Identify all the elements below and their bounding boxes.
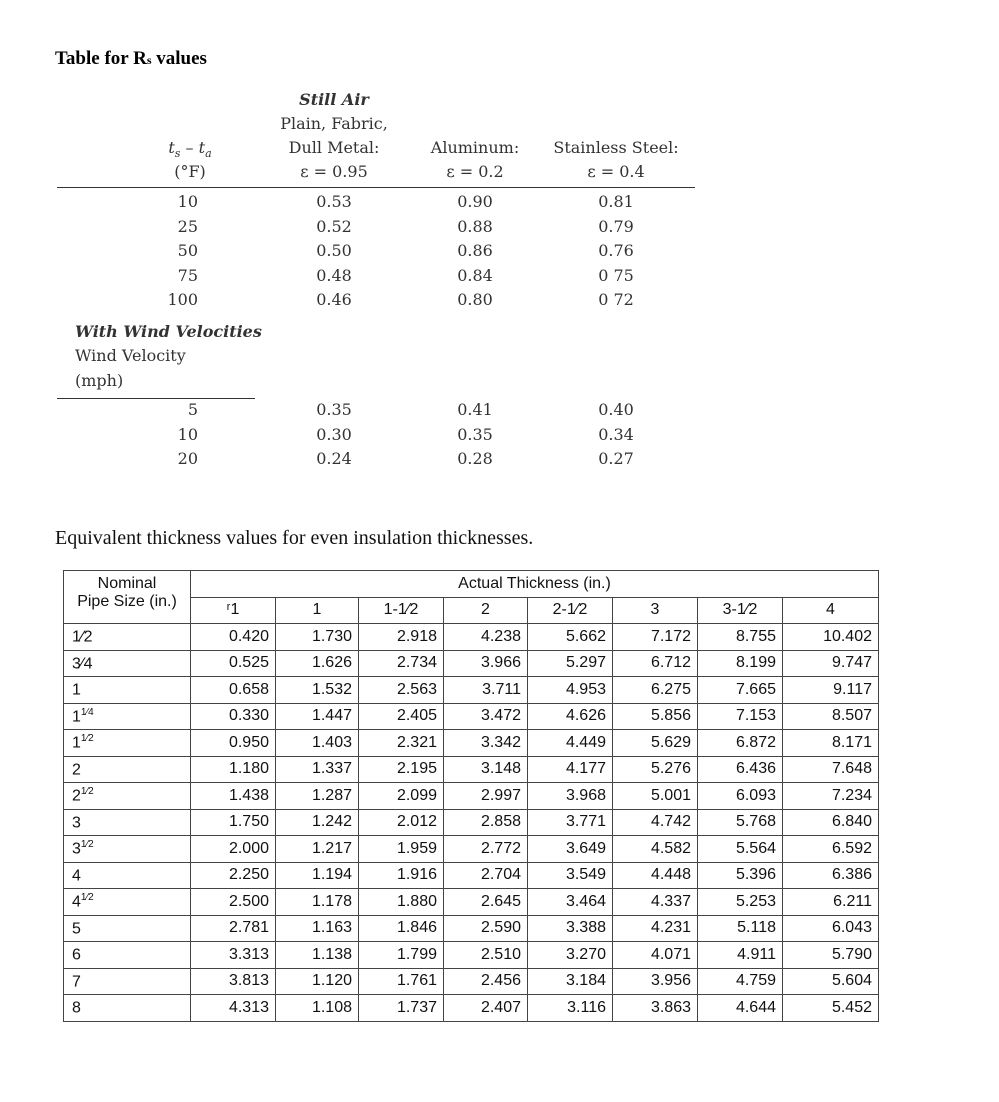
pipe-size-cell: 4 [64, 862, 191, 889]
thickness-value-cell: 5.768 [698, 809, 783, 836]
thickness-value-cell: 1.337 [276, 756, 359, 783]
thickness-value-cell: 9.117 [783, 677, 879, 704]
thickness-value-cell: 3.863 [613, 995, 698, 1022]
header-rule [57, 187, 695, 188]
still-air-cell-ss: 0.76 [598, 241, 634, 260]
thickness-value-cell: 6.043 [783, 915, 879, 942]
table-row [64, 889, 879, 916]
thickness-header-cell: 2 [444, 597, 528, 624]
aluminum-emissivity: ε = 0.2 [446, 162, 504, 181]
thickness-value-cell: 4.313 [191, 995, 276, 1022]
thickness-value-cell: 2.858 [444, 809, 528, 836]
thickness-value-cell: 7.153 [698, 703, 783, 730]
thickness-header-cell: 3 [613, 597, 698, 624]
thickness-value-cell: 1.217 [276, 836, 359, 863]
dull-metal-header-line1: Plain, Fabric, [280, 114, 388, 133]
table-row [64, 703, 879, 730]
pipe-size-cell: 3 [64, 809, 191, 836]
thickness-value-cell: 2.250 [191, 862, 276, 889]
thickness-value-cell: 4.231 [613, 915, 698, 942]
thickness-value-cell: 0.420 [191, 624, 276, 651]
dull-metal-emissivity: ε = 0.95 [300, 162, 368, 181]
still-air-cell-al: 0.88 [457, 216, 493, 236]
thickness-value-cell: 4.911 [698, 942, 783, 969]
thickness-value-cell: 2.321 [359, 730, 444, 757]
table-row [64, 677, 879, 704]
thickness-value-cell: 0.330 [191, 703, 276, 730]
thickness-value-cell: 3.956 [613, 968, 698, 995]
thickness-value-cell: 1.626 [276, 650, 359, 677]
table-row [64, 730, 879, 757]
wind-cell-al: 0.35 [457, 424, 493, 444]
thickness-value-cell: 1.138 [276, 942, 359, 969]
thickness-header-cell: 4 [783, 597, 879, 624]
still-air-cell-ss: 0 72 [598, 290, 634, 309]
thickness-value-cell: 1.120 [276, 968, 359, 995]
thickness-value-cell: 0.658 [191, 677, 276, 704]
thickness-value-cell: 6.872 [698, 730, 783, 757]
thickness-value-cell: 5.629 [613, 730, 698, 757]
thickness-value-cell: 10.402 [783, 624, 879, 651]
still-air-cell-al: 0.90 [457, 192, 493, 211]
wind-cell-v: 20 [177, 449, 198, 468]
thickness-value-cell: 4.177 [528, 756, 613, 783]
wind-cell-dull: 0.35 [316, 400, 352, 419]
thickness-value-cell: 1.438 [191, 783, 276, 810]
pipe-size-cell: 5 [64, 915, 191, 942]
thickness-value-cell: 1.761 [359, 968, 444, 995]
still-air-cell-al: 0.84 [457, 265, 493, 285]
thickness-value-cell: 3.116 [528, 995, 613, 1022]
thickness-value-cell: 3.966 [444, 650, 528, 677]
thickness-value-cell: 4.238 [444, 624, 528, 651]
thickness-value-cell: 5.856 [613, 703, 698, 730]
thickness-header-cell: 1-1⁄2 [359, 597, 444, 624]
table-row [64, 915, 879, 942]
pipe-size-cell: 6 [64, 942, 191, 969]
thickness-value-cell: 5.253 [698, 889, 783, 916]
still-air-cell-dull: 0.52 [316, 216, 352, 236]
thickness-value-cell: 4.759 [698, 968, 783, 995]
thickness-value-cell: 3.184 [528, 968, 613, 995]
thickness-value-cell: 6.712 [613, 650, 698, 677]
wind-cell-al: 0.28 [457, 449, 493, 468]
thickness-value-cell: 6.592 [783, 836, 879, 863]
thickness-value-cell: 2.918 [359, 624, 444, 651]
thickness-value-cell: 3.342 [444, 730, 528, 757]
thickness-header-cell: 1 [276, 597, 359, 624]
stainless-emissivity: ε = 0.4 [587, 162, 645, 181]
thickness-value-cell: 5.396 [698, 862, 783, 889]
thickness-value-cell: 4.953 [528, 677, 613, 704]
thickness-value-cell: 1.163 [276, 915, 359, 942]
table-row [64, 756, 879, 783]
still-air-cell-dull: 0.53 [316, 192, 352, 211]
wind-velocity-label: Wind Velocity [75, 346, 186, 365]
thickness-value-cell: 1.532 [276, 677, 359, 704]
table-row [64, 836, 879, 863]
thickness-value-cell: 5.118 [698, 915, 783, 942]
thickness-value-cell: 1.737 [359, 995, 444, 1022]
still-air-cell-dull: 0.46 [316, 290, 352, 309]
thickness-value-cell: 4.071 [613, 942, 698, 969]
pipe-size-cell: $4^{1⁄2}$ [64, 889, 191, 916]
thickness-value-cell: 1.959 [359, 836, 444, 863]
still-air-cell-ss: 0.79 [598, 216, 634, 236]
thickness-value-cell: 2.590 [444, 915, 528, 942]
pipe-size-cell: 2 [64, 756, 191, 783]
thickness-value-cell: 3.148 [444, 756, 528, 783]
thickness-value-cell: 7.234 [783, 783, 879, 810]
thickness-value-cell: 2.456 [444, 968, 528, 995]
thickness-value-cell: 2.645 [444, 889, 528, 916]
thickness-value-cell: 2.000 [191, 836, 276, 863]
thickness-value-cell: 6.840 [783, 809, 879, 836]
thickness-value-cell: 2.734 [359, 650, 444, 677]
thickness-value-cell: 1.846 [359, 915, 444, 942]
thickness-value-cell: 5.001 [613, 783, 698, 810]
table-row [64, 995, 879, 1022]
equiv-thickness-table [63, 570, 879, 1022]
thickness-value-cell: 8.171 [783, 730, 879, 757]
equiv-table-title: Equivalent thickness values for even insulation thicknesses. [55, 527, 534, 549]
wind-velocity-unit: (mph) [75, 371, 124, 390]
thickness-value-cell: 1.750 [191, 809, 276, 836]
still-air-cell-ss: 0 75 [598, 265, 634, 285]
thickness-value-cell: 2.195 [359, 756, 444, 783]
thickness-value-cell: 1.799 [359, 942, 444, 969]
pipe-size-cell: $1^{1⁄2}$ [64, 730, 191, 757]
thickness-value-cell: 4.742 [613, 809, 698, 836]
thickness-value-cell: 5.604 [783, 968, 879, 995]
thickness-value-cell: 2.997 [444, 783, 528, 810]
delta-t-header: $t_s - t_a$ [168, 138, 212, 161]
thickness-value-cell: 6.386 [783, 862, 879, 889]
thickness-value-cell: 5.564 [698, 836, 783, 863]
wind-cell-ss: 0.34 [598, 424, 634, 444]
thickness-value-cell: 3.388 [528, 915, 613, 942]
thickness-value-cell: 8.199 [698, 650, 783, 677]
thickness-value-cell: 2.510 [444, 942, 528, 969]
thickness-value-cell: 1.242 [276, 809, 359, 836]
thickness-header-cell: 2-1⁄2 [528, 597, 613, 624]
thickness-value-cell: 1.180 [191, 756, 276, 783]
table-row [64, 942, 879, 969]
thickness-value-cell: 3.649 [528, 836, 613, 863]
thickness-value-cell: 3.968 [528, 783, 613, 810]
thickness-value-cell: 4.582 [613, 836, 698, 863]
thickness-value-cell: 3.313 [191, 942, 276, 969]
thickness-value-cell: 7.665 [698, 677, 783, 704]
thickness-value-cell: 7.172 [613, 624, 698, 651]
thickness-value-cell: 8.755 [698, 624, 783, 651]
thickness-value-cell: 1.447 [276, 703, 359, 730]
thickness-value-cell: 6.275 [613, 677, 698, 704]
table-row [64, 862, 879, 889]
thickness-value-cell: 1.730 [276, 624, 359, 651]
thickness-value-cell: 1.287 [276, 783, 359, 810]
wind-cell-ss: 0.27 [598, 449, 634, 468]
wind-cell-ss: 0.40 [598, 400, 634, 419]
still-air-cell-dull: 0.48 [316, 265, 352, 285]
thickness-value-cell: 1.108 [276, 995, 359, 1022]
thickness-value-cell: 4.448 [613, 862, 698, 889]
thickness-value-cell: 3.771 [528, 809, 613, 836]
thickness-value-cell: 0.950 [191, 730, 276, 757]
thickness-value-cell: 3.270 [528, 942, 613, 969]
thickness-value-cell: 6.093 [698, 783, 783, 810]
thickness-value-cell: 1.194 [276, 862, 359, 889]
wind-cell-dull: 0.30 [316, 424, 352, 444]
thickness-value-cell: 3.711 [444, 677, 528, 704]
thickness-value-cell: 2.772 [444, 836, 528, 863]
thickness-value-cell: 5.276 [613, 756, 698, 783]
thickness-value-cell: 2.781 [191, 915, 276, 942]
still-air-cell-dt: 25 [177, 216, 198, 236]
thickness-value-cell: 1.880 [359, 889, 444, 916]
aluminum-header: Aluminum: [430, 138, 520, 157]
nominal-size-header: Nominal Pipe Size (in.) [64, 571, 191, 624]
actual-thickness-header: Actual Thickness (in.) [191, 571, 879, 598]
thickness-value-cell: 2.099 [359, 783, 444, 810]
thickness-value-cell: 1.178 [276, 889, 359, 916]
still-air-cell-al: 0.86 [457, 241, 493, 260]
thickness-value-cell: 1.403 [276, 730, 359, 757]
thickness-value-cell: 3.813 [191, 968, 276, 995]
table-row [64, 809, 879, 836]
pipe-size-cell: 1 [64, 677, 191, 704]
pipe-size-cell: 8 [64, 995, 191, 1022]
delta-t-unit: (°F) [174, 162, 206, 181]
thickness-value-cell: 1.916 [359, 862, 444, 889]
table-row [64, 968, 879, 995]
thickness-value-cell: 2.012 [359, 809, 444, 836]
still-air-cell-dt: 75 [177, 265, 198, 285]
rs-table-title: Table for Rs values [55, 48, 207, 69]
pipe-size-cell: $1^{1⁄4}$ [64, 703, 191, 730]
pipe-size-cell: $2^{1⁄2}$ [64, 783, 191, 810]
still-air-cell-ss: 0.81 [598, 192, 634, 211]
still-air-cell-dt: 100 [167, 290, 198, 309]
thickness-value-cell: 2.405 [359, 703, 444, 730]
thickness-value-cell: 5.662 [528, 624, 613, 651]
table-row [64, 650, 879, 677]
thickness-value-cell: 4.449 [528, 730, 613, 757]
still-air-cell-al: 0.80 [457, 290, 493, 309]
thickness-value-cell: 2.704 [444, 862, 528, 889]
thickness-value-cell: 8.507 [783, 703, 879, 730]
thickness-value-cell: 9.747 [783, 650, 879, 677]
thickness-value-cell: 2.407 [444, 995, 528, 1022]
thickness-header-cell: ʳ1 [191, 597, 276, 624]
thickness-header-cell: 3-1⁄2 [698, 597, 783, 624]
thickness-value-cell: 3.472 [444, 703, 528, 730]
pipe-size-cell: 3⁄4 [64, 650, 191, 677]
wind-cell-dull: 0.24 [316, 449, 352, 468]
thickness-value-cell: 5.452 [783, 995, 879, 1022]
pipe-size-cell: $3^{1⁄2}$ [64, 836, 191, 863]
thickness-value-cell: 5.297 [528, 650, 613, 677]
still-air-cell-dull: 0.50 [316, 241, 352, 260]
table-row [64, 624, 879, 651]
pipe-size-cell: 7 [64, 968, 191, 995]
thickness-value-cell: 4.337 [613, 889, 698, 916]
thickness-value-cell: 4.626 [528, 703, 613, 730]
table-row [64, 783, 879, 810]
wind-cell-v: 10 [177, 424, 198, 444]
still-air-heading: Still Air [299, 90, 369, 109]
thickness-value-cell: 4.644 [698, 995, 783, 1022]
thickness-value-cell: 0.525 [191, 650, 276, 677]
dull-metal-header-line2: Dull Metal: [288, 138, 380, 157]
thickness-value-cell: 7.648 [783, 756, 879, 783]
stainless-header: Stainless Steel: [553, 138, 679, 157]
thickness-value-cell: 2.563 [359, 677, 444, 704]
thickness-value-cell: 6.211 [783, 889, 879, 916]
wind-cell-v: 5 [187, 400, 198, 419]
wind-cell-al: 0.41 [457, 400, 493, 419]
thickness-value-cell: 6.436 [698, 756, 783, 783]
thickness-value-cell: 3.549 [528, 862, 613, 889]
still-air-cell-dt: 50 [177, 241, 198, 260]
thickness-value-cell: 5.790 [783, 942, 879, 969]
pipe-size-cell: 1⁄2 [64, 624, 191, 651]
thickness-value-cell: 3.464 [528, 889, 613, 916]
wind-heading: With Wind Velocities [75, 322, 262, 341]
still-air-cell-dt: 10 [177, 192, 198, 211]
thickness-value-cell: 2.500 [191, 889, 276, 916]
wind-rule [57, 398, 255, 399]
